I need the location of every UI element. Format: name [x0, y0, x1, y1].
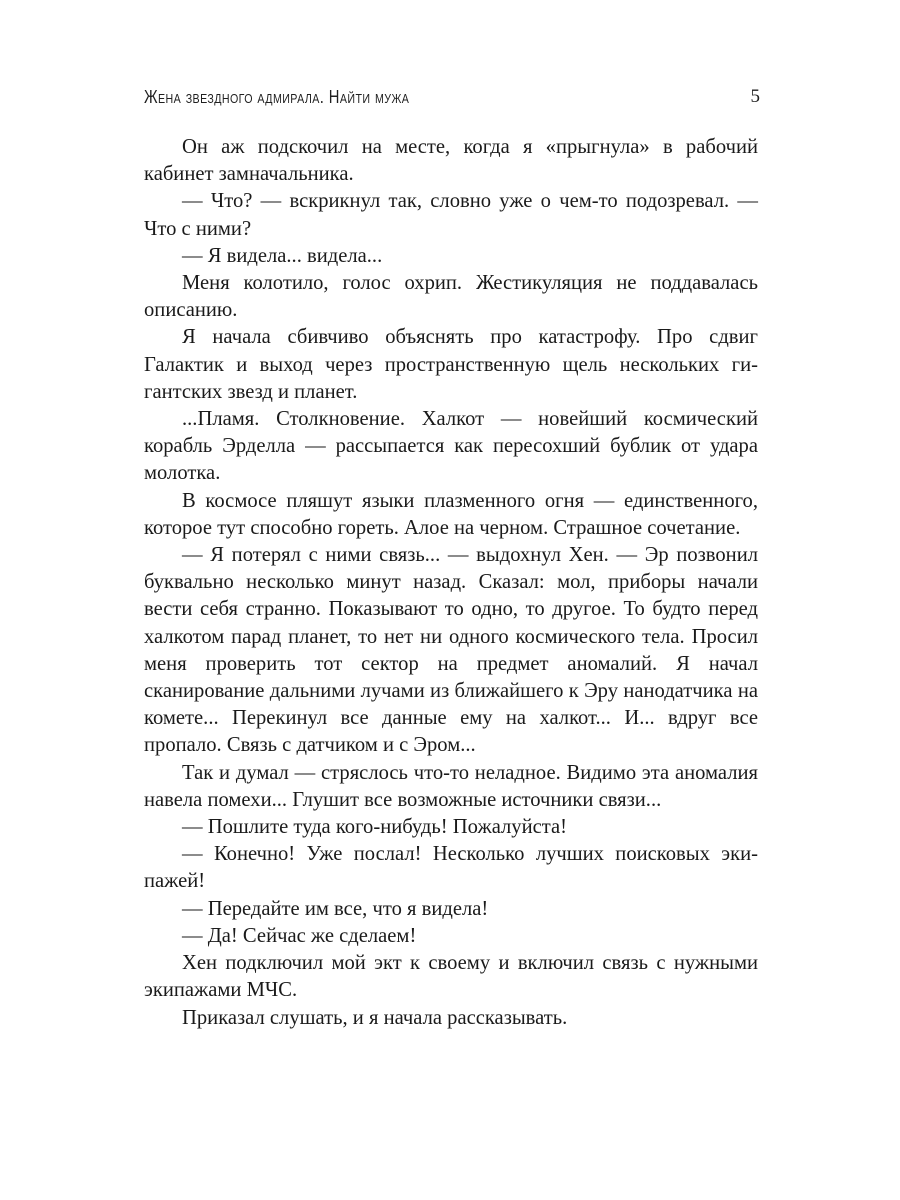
paragraph: — Я видела... видела... — [182, 244, 383, 267]
paragraph: Он аж подскочил на месте, когда я «прыгнула» в рабочий кабинет замначальника. — [144, 136, 758, 186]
paragraph: — Передайте им все, что я видела! — [182, 897, 489, 920]
paragraph: — Пошлите туда кого-нибудь! Пожалуйста! — [182, 816, 567, 839]
body-text — [144, 134, 758, 1032]
paragraph: Хен подключил мой экт к своему и включил связь с нужными экипажами МЧС. — [144, 952, 758, 1002]
paragraph: Приказал слушать, и я начала рассказывать. — [182, 1006, 568, 1029]
paragraph: Так и думал — стряслось что-то неладное. Видимо эта аномалия навела помехи... Глушит все возможные источники связи... — [144, 761, 758, 811]
paragraph: Я начала сбивчиво объяснять про катастрофу. Про сдвиг Галактик и выход через пространственную щель нескольких гигантских звезд и планет. — [144, 326, 758, 403]
paragraph: — Я потерял с ними связь... — выдохнул Хен. — Эр позвонил буквально несколько минут назад. Сказал: мол, приборы начали вести себя странно. Показывают то одно, то другое. То будто перед халкотом парад планет, то нет ни одного космического тела. Просил меня проверить тот сектор на предмет аномалий. Я начал сканирование дальними лучами из ближайшего к Эру нанодатчика на комете... Перекинул все данные ему на халкот... И... вдруг все пропало. Связь с датчиком и с Эром... — [144, 544, 758, 757]
running-head — [144, 84, 762, 110]
running-title: Жена звездного адмирала. Найти мужа — [144, 87, 410, 107]
paragraph: Меня колотило, голос охрип. Жестикуляция не поддавалась описанию. — [144, 272, 758, 322]
paragraph: — Что? — вскрикнул так, словно уже о чем-то подозревал. — Что с ними? — [144, 190, 758, 240]
paragraph: В космосе пляшут языки плазменного огня — единственного, которое тут способно гореть. Алое на черном. Страшное сочетание. — [144, 489, 758, 539]
paragraph: — Конечно! Уже послал! Несколько лучших поисковых экипажей! — [144, 843, 758, 893]
paragraph: ...Пламя. Столкновение. Халкот — новейший космический корабль Эрделла — рассыпается как пересохший бублик от удара молотка. — [144, 408, 758, 485]
page-number: 5 — [750, 86, 760, 107]
paragraph: — Да! Сейчас же сделаем! — [182, 924, 417, 947]
